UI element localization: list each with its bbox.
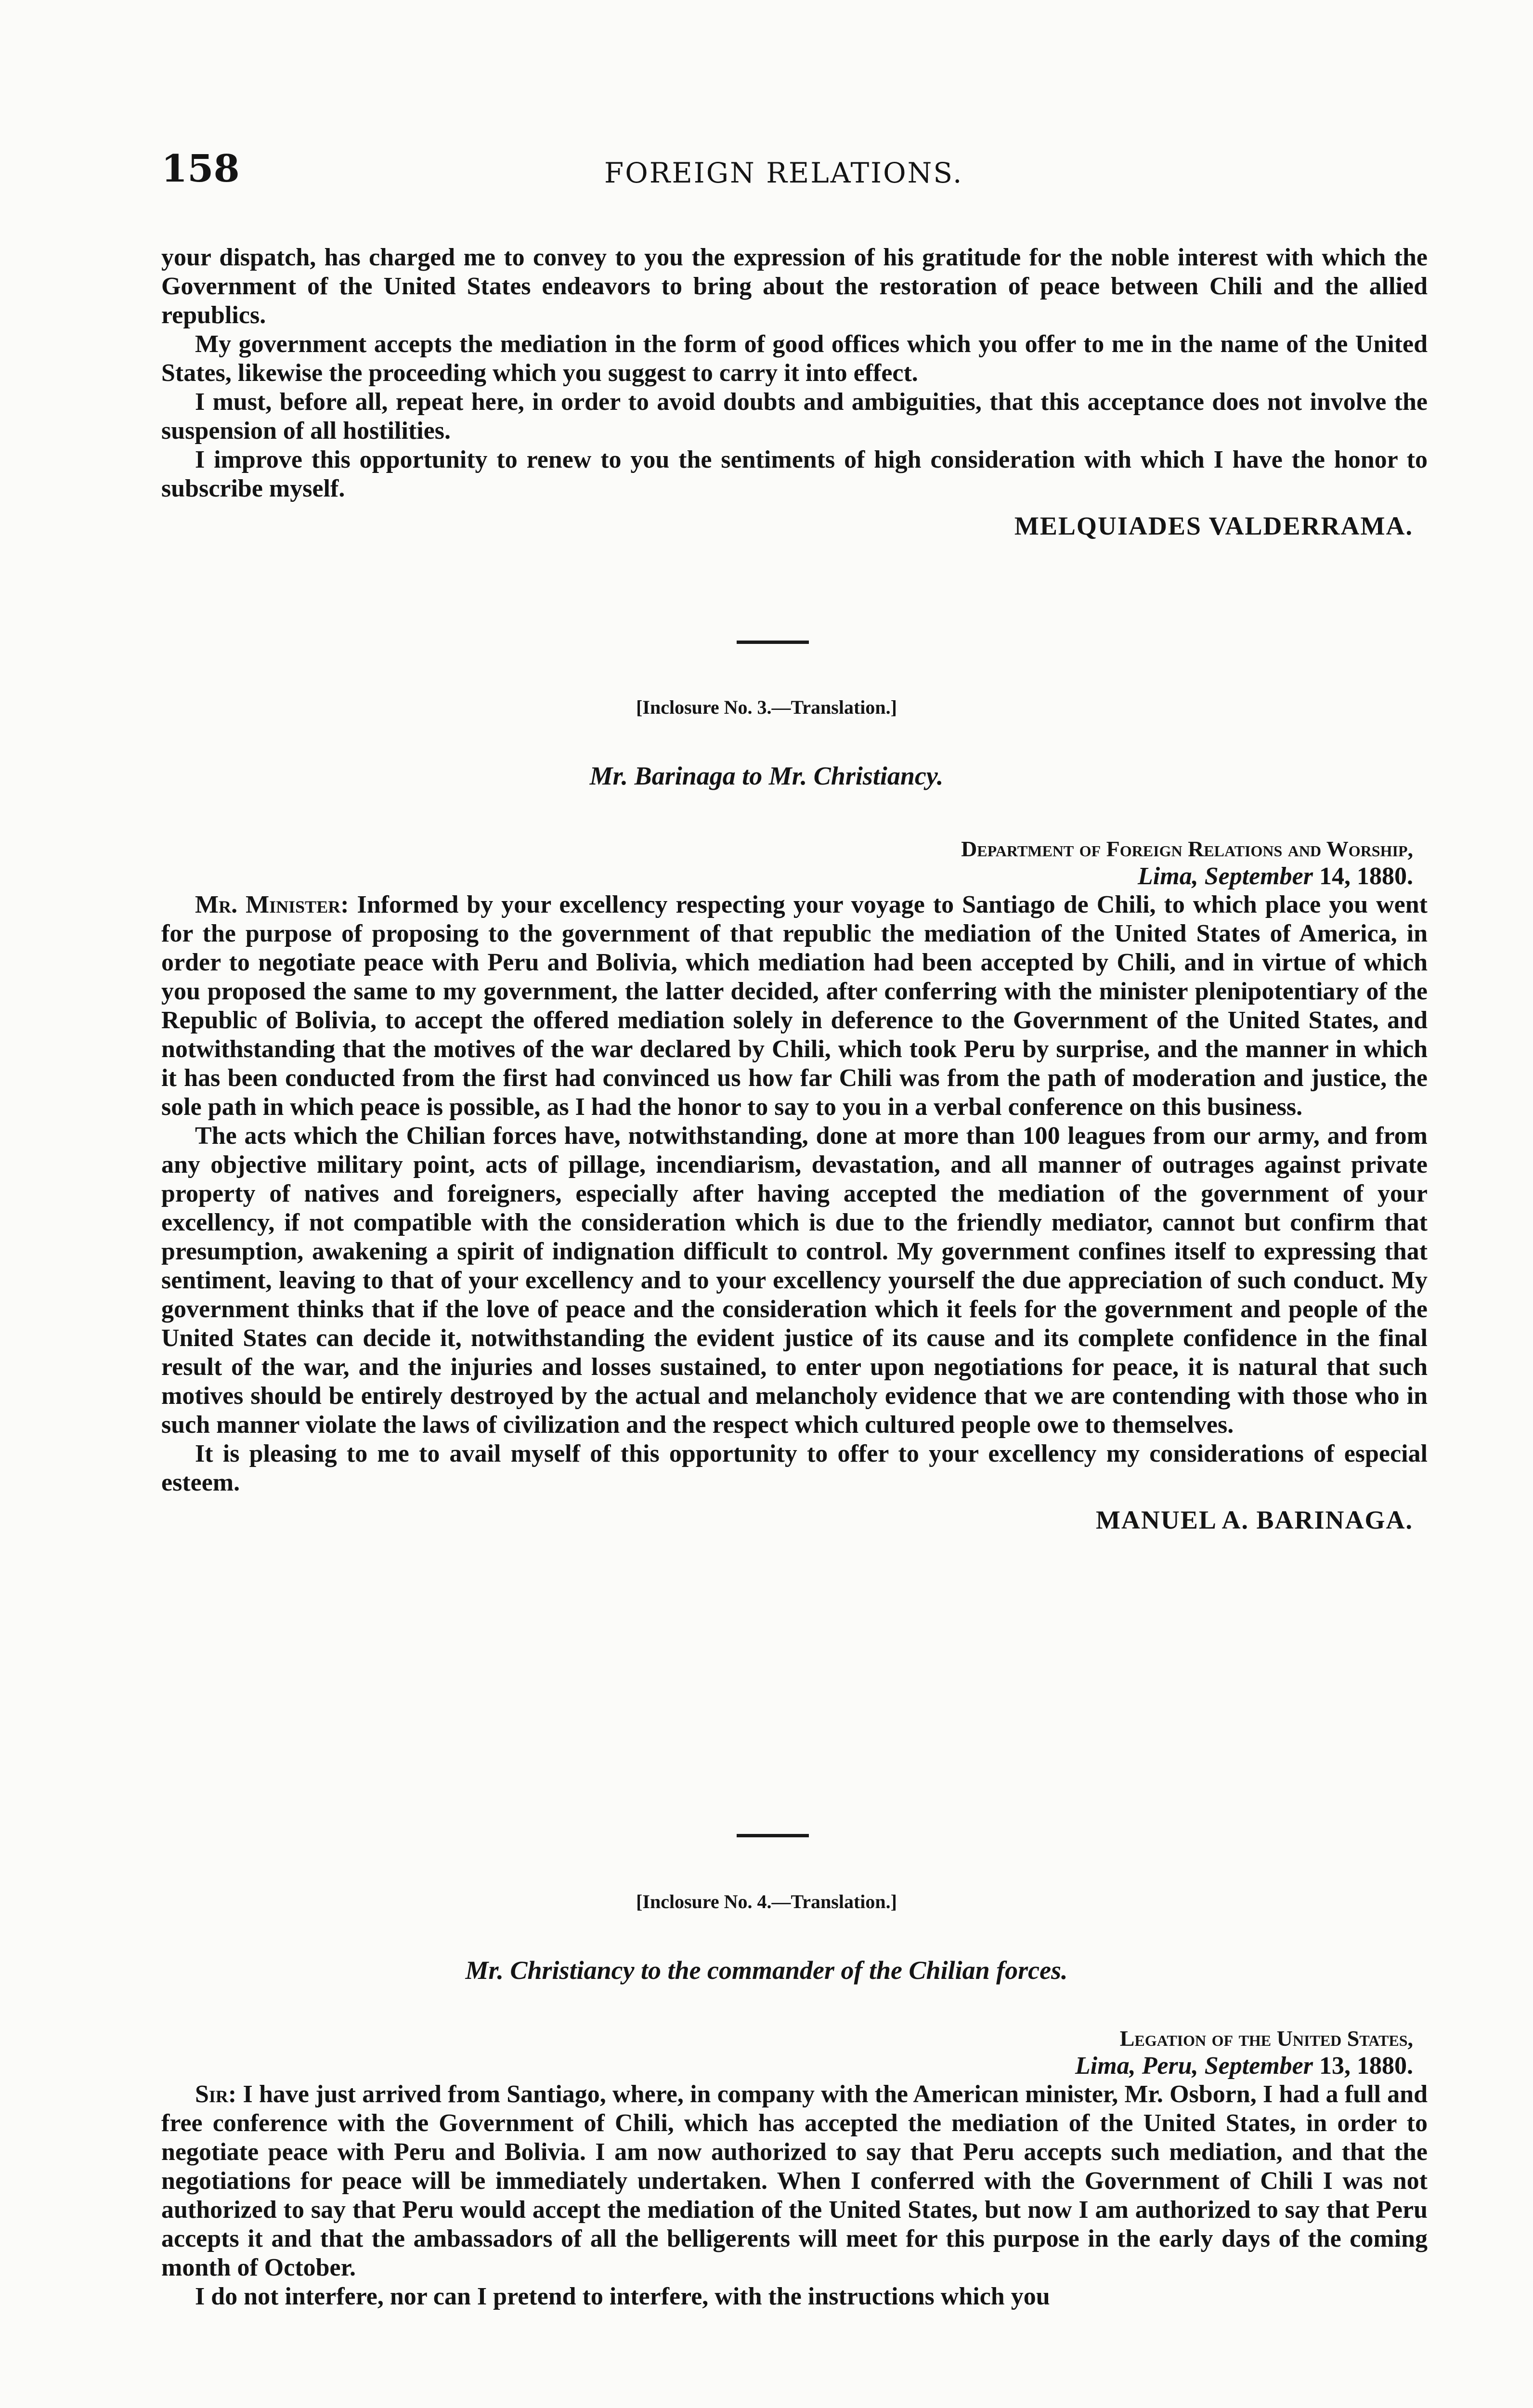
paragraph: The acts which the Chilian forces have, notwithstanding, done at more than 100 leagues from our army, and from any objective military point, acts of pillage, incendiarism, devastation, and all manner of outrages against private property of natives and foreigners, especially after having accepted the mediation of the government of your excellency, if not compatible with the consideration which is due to the friendly mediator, cannot but confirm that presumption, awakening a spirit of indignation difficult to control. My government confines itself to expressing that sentiment, leaving to that of your excellency and to your excellency yourself the due appreciation of such conduct. My government thinks that if the love of peace and the consideration which it feels for the government and people of the United States can decide it, notwithstanding the evident justice of its cause and its complete confidence in the final result of the war, and the injuries and losses sustained, to enter upon negotiations for peace, it is natural that such motives should be entirely destroyed by the actual and melancholy evidence that we are contending with those who in such manner violate the laws of civilization and the respect which cultured people owe to themselves. bbox=[161, 1122, 1428, 1439]
page-number: 158 bbox=[161, 147, 240, 191]
letter-barinaga bbox=[161, 836, 1428, 1535]
paragraph bbox=[161, 2080, 1428, 2282]
letter-heading: Mr. Christiancy to the commander of the Chilian forces. bbox=[465, 1956, 1068, 1985]
inclosure-label: [Inclosure No. 3.—Translation.] bbox=[636, 696, 897, 718]
signature-valderrama: MELQUIADES VALDERRAMA. bbox=[1014, 511, 1413, 540]
dateline bbox=[161, 863, 1428, 890]
letter-continuation bbox=[161, 243, 1428, 541]
section-divider bbox=[737, 1834, 809, 1837]
salutation: Sir: bbox=[195, 2081, 237, 2108]
running-title: FOREIGN RELATIONS. bbox=[604, 157, 963, 189]
page-header bbox=[161, 147, 1428, 205]
date-month: September bbox=[1204, 863, 1313, 890]
paragraph: It is pleasing to me to avail myself of this opportunity to offer to your excellency my considerations of especial esteem. bbox=[161, 1440, 1428, 1496]
letter-heading: Mr. Barinaga to Mr. Christiancy. bbox=[589, 761, 944, 790]
paragraph: your dispatch, has charged me to convey to you the expression of his gratitude for the noble interest with which the Government of the United States endeavors to bring about the restoration of peace between Chili and the allied republics. bbox=[161, 244, 1428, 329]
date-day-year: 14, 1880. bbox=[1319, 863, 1413, 890]
signature-barinaga: MANUEL A. BARINAGA. bbox=[1095, 1505, 1413, 1534]
paragraph: I must, before all, repeat here, in order to avoid doubts and ambiguities, that this acceptance does not involve the suspension of all hostilities. bbox=[161, 388, 1428, 445]
date-place: Lima, bbox=[1138, 863, 1198, 890]
paragraph bbox=[161, 890, 1428, 1122]
paragraph: My government accepts the mediation in the form of good offices which you offer to me in the name of the United States, likewise the proceeding which you suggest to carry it into effect. bbox=[161, 330, 1428, 387]
paragraph-text: I have just arrived from Santiago, where, in company with the American minister, Mr. Osborn, I had a full and free conference with the Government of Chili, which has accepted the mediation of the United States, in order to negotiate peace with Peru and Bolivia. I am now authorized to say that Peru accepts such mediation, and that the negotiations for peace will be immediately undertaken. When I conferred with the Government of Chili I was not authorized to say that Peru would accept the mediation of the United States, but now I am authorized to say that Peru accepts it and that the ambassadors of all the belligerents will meet for this purpose in the early days of the coming month of October. bbox=[161, 2081, 1428, 2281]
dateline bbox=[161, 2052, 1428, 2080]
date-place: Lima, Peru, bbox=[1075, 2052, 1198, 2080]
letter-christiancy bbox=[161, 2025, 1428, 2311]
paragraph: I improve this opportunity to renew to you the sentiments of high consideration with which I have the honor to subscribe myself. bbox=[161, 446, 1428, 502]
section-divider bbox=[737, 641, 809, 644]
salutation: Mr. Minister: bbox=[195, 891, 349, 918]
date-month: September bbox=[1204, 2052, 1313, 2080]
date-day-year: 13, 1880. bbox=[1319, 2052, 1413, 2080]
paragraph-text: Informed by your excellency respecting your voyage to Santiago de Chili, to which place you went for the purpose of proposing to the government of that republic the mediation of the United States of America, in order to negotiate peace with Peru and Bolivia, which mediation had been accepted by Chili, and in virtue of which you proposed the same to my government, the latter decided, after conferring with the minister plenipotentiary of the Republic of Bolivia, to accept the offered mediation solely in deference to the Government of the United States, and notwithstanding that the motives of the war declared by Chili, which took Peru by surprise, and the manner in which it has been conducted from the first had convinced us how far Chili was from the path of moderation and justice, the sole path in which peace is possible, as I had the honor to say to you in a verbal conference on this business. bbox=[161, 891, 1428, 1121]
inclosure-label: [Inclosure No. 4.—Translation.] bbox=[636, 1891, 897, 1912]
paragraph: I do not interfere, nor can I pretend to interfere, with the instructions which you bbox=[195, 2283, 1050, 2310]
legation-line: Legation of the United States, bbox=[1119, 2026, 1413, 2051]
department-line: Department of Foreign Relations and Worship, bbox=[961, 837, 1413, 861]
